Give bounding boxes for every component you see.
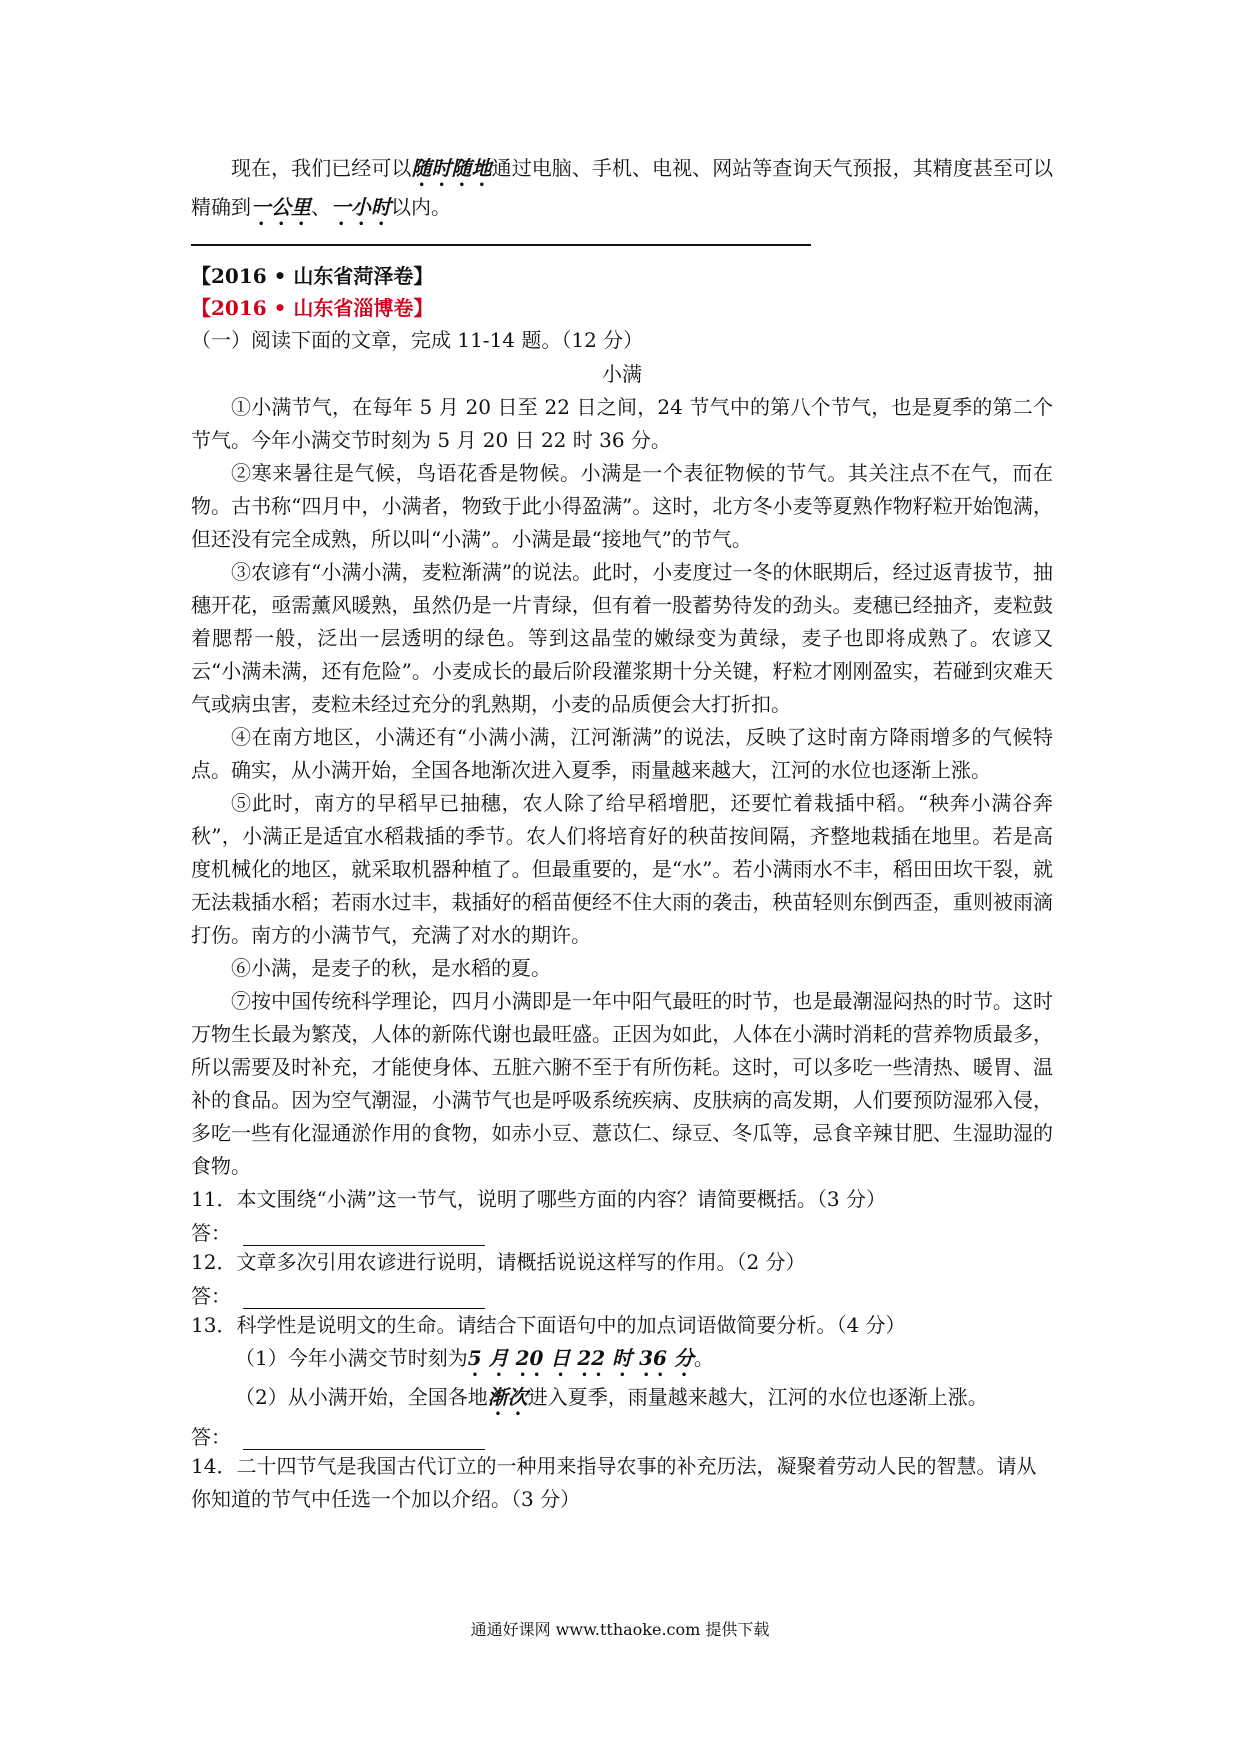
intro-text: 现在，我们已经可以	[231, 156, 412, 180]
answer-label: 答：	[191, 1284, 231, 1308]
answer-blank[interactable]	[243, 1286, 485, 1309]
answer-row	[191, 1279, 1053, 1309]
answer-label: 答：	[191, 1425, 231, 1449]
question-13: 13．科学性是说明文的生命。请结合下面语句中的加点词语做简要分析。（4 分）	[191, 1313, 906, 1337]
answer-blank[interactable]	[243, 1427, 485, 1450]
answer-row	[191, 1420, 1053, 1450]
emphasis-text: 5 月 20 日 22 时 36 分	[467, 1346, 694, 1370]
source-heading-red: 【2016 • 山东省淄博卷】	[191, 296, 434, 320]
document-body	[191, 152, 1053, 1516]
question-text: （2）从小满开始，全国各地	[235, 1385, 488, 1409]
intro-text: 以内。	[391, 195, 451, 219]
intro-text: 通过电脑、手机、电视、网站等查询天气预报，其精度甚至可以精确到	[191, 156, 1054, 219]
source-heading: 【2016 • 山东省菏泽卷】	[191, 264, 434, 288]
article-paragraph: ④在南方地区，小满还有“小满小满，江河渐满”的说法，反映了这时南方降雨增多的气候特点。确实，从小满开始，全国各地渐次进入夏季，雨量越来越大，江河的水位也逐渐上涨。	[191, 725, 1053, 782]
question-text: 。	[693, 1346, 714, 1370]
article-paragraph: ⑥小满，是麦子的秋，是水稻的夏。	[231, 956, 551, 980]
article-paragraph: ③农谚有“小满小满，麦粒渐满”的说法。此时，小麦度过一冬的休眠期后，经过返青拔节，抽穗开花，亟需薰风暖熟，虽然仍是一片青绿，但有着一股蓄势待发的劲头。麦穗已经抽齐，麦粒鼓着腮帮一般，泛出一层透明的绿色。等到这晶莹的嫩绿变为黄绿，麦子也即将成熟了。农谚又云“小满未满，还有危险”。小麦成长的最后阶段灌浆期十分关键，籽粒才刚刚盈实，若碰到灾难天气或病虫害，麦粒未经过充分的乳熟期，小麦的品质便会大打折扣。	[191, 560, 1053, 716]
emphasis-text: 一小时	[331, 195, 391, 219]
question-13-item-2	[191, 1381, 1053, 1420]
intro-text: 、	[311, 195, 331, 219]
question-12: 12．文章多次引用农谚进行说明，请概括说说这样写的作用。（2 分）	[191, 1250, 806, 1274]
answer-blank[interactable]	[243, 1223, 485, 1246]
question-text: 进入夏季，雨量越来越大，江河的水位也逐渐上涨。	[527, 1385, 988, 1409]
intro-paragraph	[191, 152, 1053, 230]
article-paragraph: ①小满节气，在每年 5 月 20 日至 22 日之间，24 节气中的第八个节气，也是夏季的第二个节气。今年小满交节时刻为 5 月 20 日 22 时 36 分。	[191, 395, 1053, 452]
page-footer: 通通好课网 www.tthaoke.com 提供下载	[470, 1620, 770, 1639]
section-instruction: （一）阅读下面的文章，完成 11-14 题。（12 分）	[191, 328, 644, 352]
divider	[191, 244, 811, 246]
emphasis-text: 渐次	[487, 1385, 528, 1409]
question-14: 14．二十四节气是我国古代订立的一种用来指导农事的补充历法，凝聚着劳动人民的智慧。请从你知道的节气中任选一个加以介绍。（3 分）	[191, 1454, 1037, 1511]
question-text: （1）今年小满交节时刻为	[235, 1346, 468, 1370]
answer-label: 答：	[191, 1221, 231, 1245]
article-title: 小满	[602, 362, 642, 386]
question-11: 11．本文围绕“小满”这一节气，说明了哪些方面的内容？请简要概括。（3 分）	[191, 1187, 886, 1211]
article-paragraph: ②寒来暑往是气候，鸟语花香是物候。小满是一个表征物候的节气。其关注点不在气，而在物。古书称“四月中，小满者，物致于此小得盈满”。这时，北方冬小麦等夏熟作物籽粒开始饱满，但还没有完全成熟，所以叫“小满”。小满是最“接地气”的节气。	[191, 461, 1053, 551]
article-paragraph: ⑦按中国传统科学理论，四月小满即是一年中阳气最旺的时节，也是最潮湿闷热的时节。这时万物生长最为繁茂，人体的新陈代谢也最旺盛。正因为如此，人体在小满时消耗的营养物质最多，所以需要及时补充，才能使身体、五脏六腑不至于有所伤耗。这时，可以多吃一些清热、暖胃、温补的食品。因为空气潮湿，小满节气也是呼吸系统疾病、皮肤病的高发期，人们要预防湿邪入侵，多吃一些有化湿通淤作用的食物，如赤小豆、薏苡仁、绿豆、冬瓜等，忌食辛辣甘肥、生湿助湿的食物。	[191, 989, 1053, 1178]
emphasis-text: 随时随地	[411, 156, 492, 180]
answer-row	[191, 1216, 1053, 1246]
question-13-item-1	[191, 1342, 1053, 1381]
emphasis-text: 一公里	[251, 195, 311, 219]
article-paragraph: ⑤此时，南方的早稻早已抽穗，农人除了给早稻增肥，还要忙着栽插中稻。“秧奔小满谷奔秋”，小满正是适宜水稻栽插的季节。农人们将培育好的秧苗按间隔，齐整地栽插在地里。若是高度机械化的地区，就采取机器种植了。但最重要的，是“水”。若小满雨水不丰，稻田田坎干裂，就无法栽插水稻；若雨水过丰，栽插好的稻苗便经不住大雨的袭击，秧苗轻则东倒西歪，重则被雨滴打伤。南方的小满节气，充满了对水的期许。	[191, 791, 1053, 947]
